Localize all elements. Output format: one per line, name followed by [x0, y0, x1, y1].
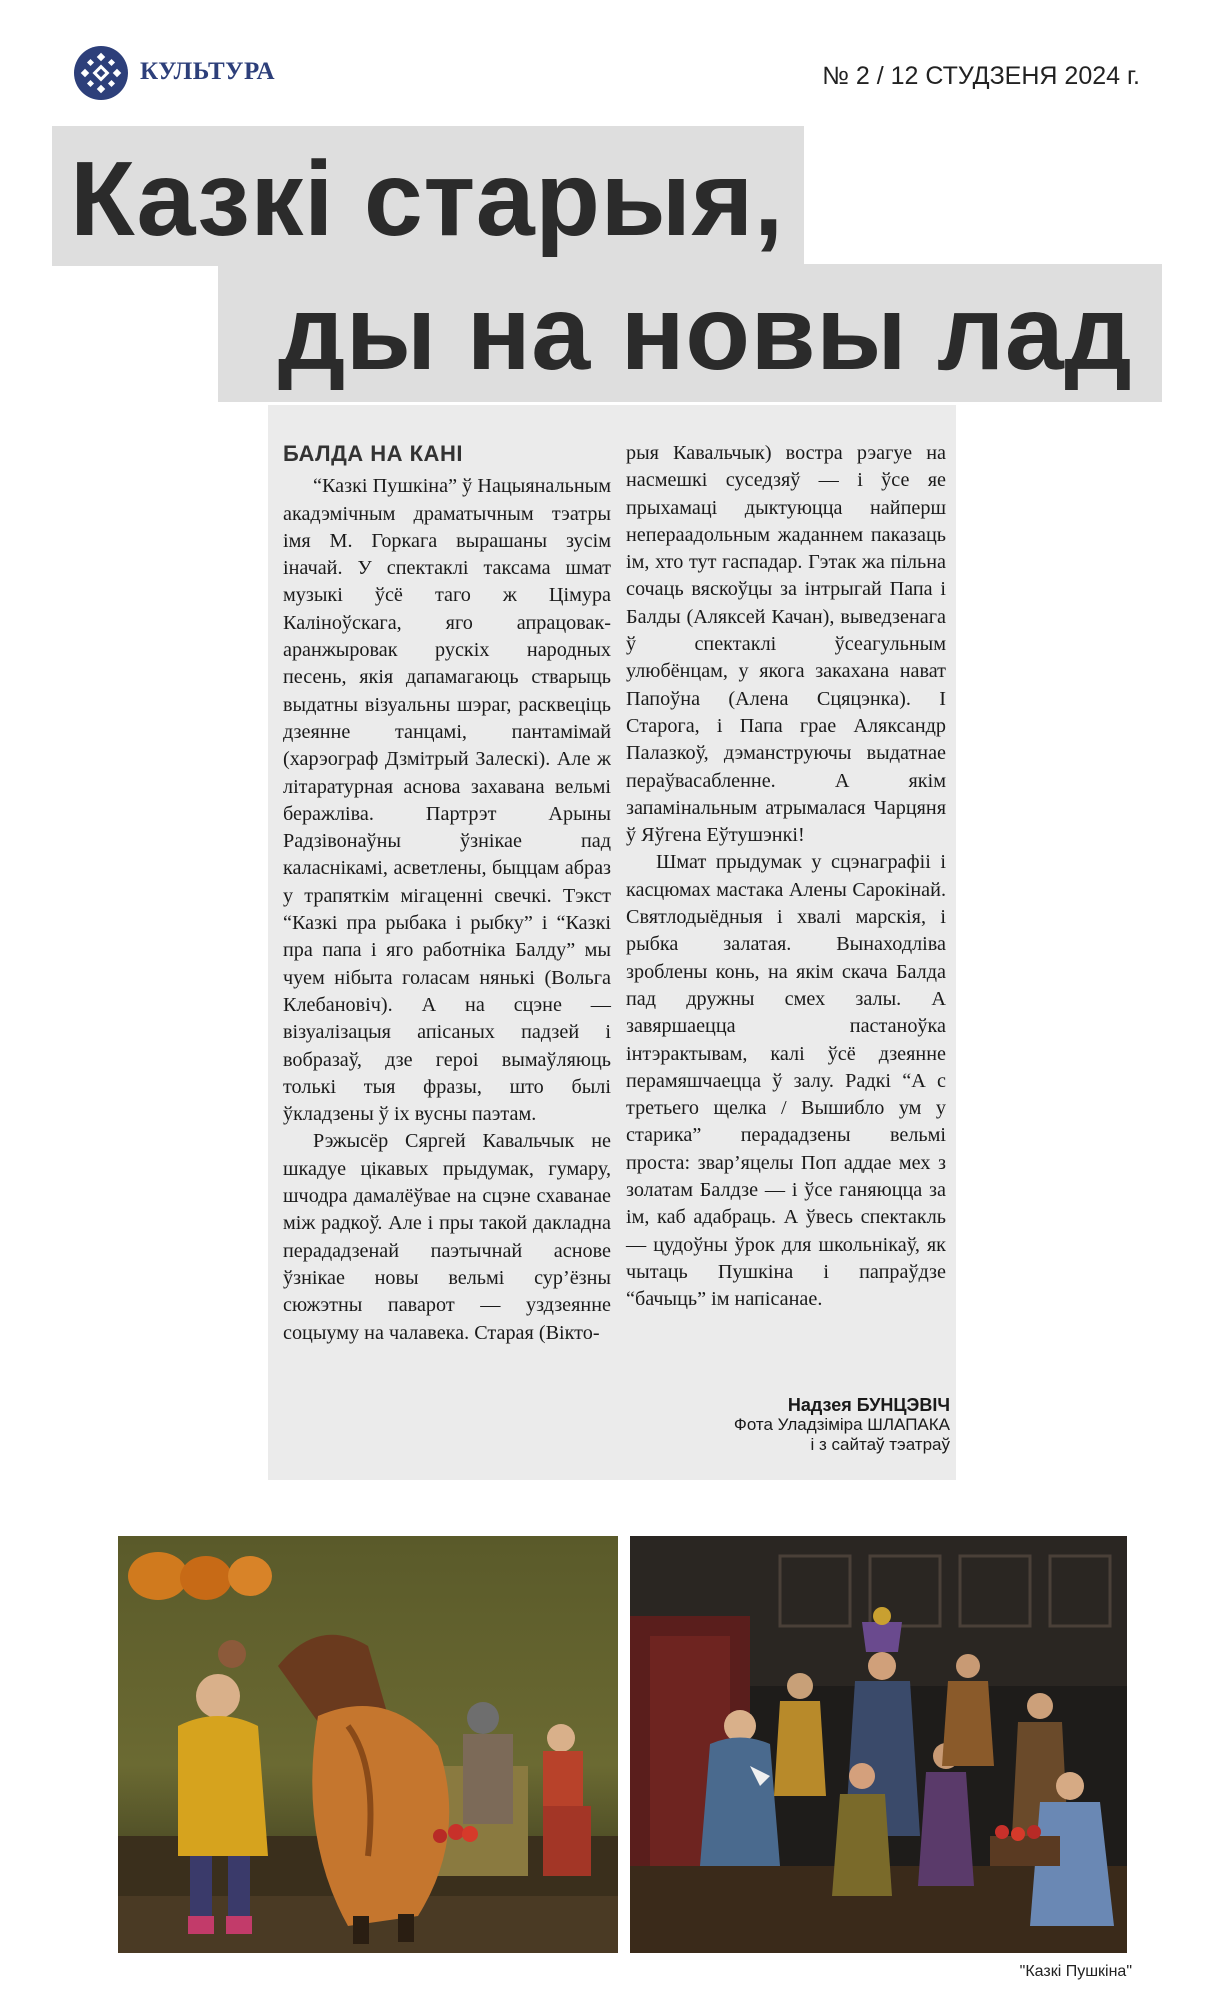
headline-line-1: Казкі старыя, [70, 140, 784, 258]
stage-photo-balda-on-horse [118, 1536, 618, 1953]
photo-caption: "Казкі Пушкіна" [1019, 1963, 1132, 1980]
masthead [66, 40, 1146, 112]
stage-photo-cast [630, 1536, 1127, 1953]
author-name: Надзея БУНЦЭВІЧ [787, 1395, 950, 1415]
article-column-1 [283, 440, 611, 1347]
byline [734, 1395, 950, 1455]
photo-credit: Фота Уладзіміра ШЛАПАКА [733, 1415, 950, 1434]
article-column-2 [626, 440, 946, 1314]
headline-line-2: ды на новы лад [278, 274, 1133, 392]
section-title: БАЛДА НА КАНІ [283, 441, 463, 466]
article-paragraph: рыя Кавальчык) востра рэагуе на насмешкі суседзяў — і ўсе яе прыхамаці дыктуюцца найперш непераадольным жаданнем паказаць ім, хто тут гаспадар. Гэтак жа пільна сочаць вяскоўцы за інтрыгай Папа і Балды (Аляксей Качан), выведзенага ў спектаклі ўсеагульным улюбёнцам, у якога закахана нават Папоўна (Алена Сцяцэнка). І Старога, і Папа грае Аляксандр Палазкоў, дэманструючы выдатнае пераўвасабленне. А якім запамінальным атрымалася Чарцяня ў Яўгена Еўтушэнкі! [626, 442, 946, 847]
newspaper-logo-icon [74, 46, 128, 100]
issue-date: № 2 / 12 СТУДЗЕНЯ 2024 г. [822, 62, 1140, 90]
photo-source: і з сайтаў тэатраў [810, 1435, 950, 1454]
article-paragraph: Рэжысёр Сяргей Кавальчык не шкадуе цікавых прыдумак, гумару, шчодра дамалёўвае на сцэне схаванае між радкоў. Але і пры такой дакладна перададзенай паэтычнай аснове ўзнікае новы вельмі сур’ёзны сюжэтны паварот — уздзеянне соцыуму на чалавека. Старая (Вікто- [283, 1130, 611, 1344]
article-paragraph: “Казкі Пушкіна” ў Нацыянальным акадэмічным драматычным тэатры імя М. Горкага вырашаны зусім іначай. У спектаклі таксама шмат музыкі ўсё таго ж Цімура Каліноўскага, яго апрацовак-аранжыровак рускіх народных песень, якія дапамагаюць стварыць выдатны візуальны шэраг, расквеціць дзеянне танцамі, пантамімай (харэограф Дзмітрый Залескі). Але ж літаратурная аснова захавана вельмі беражліва. Партрэт Арыны Радзівонаўны ўзнікае пад каласнікамі, асветлены, быццам абраз у трапяткім мігаценні свечкі. Тэкст “Казкі пра рыбака і рыбку” і “Казкі пра папа і яго работніка Балду” мы чуем нібыта голасам нянькі (Вольга Клебановіч). А на сцэне — візуалізацыя апісаных падзей і вобразаў, дзе героі вымаўляюць толькі тыя фразы, што былі ўкладзены ў іх вусны паэтам. [283, 475, 611, 1126]
article-paragraph: Шмат прыдумак у сцэнаграфіі і касцюмах мастака Алены Сарокінай. Святлодыёдныя і хвалі марскія, і рыбка залатая. Вынаходліва зроблены конь, на якім скача Балда пад дружны смех залы. А завяршаецца пастаноўка інтэрактывам, калі ўсё дзеянне перамяшчаецца ў залу. Радкі “А с третьего щелка / Вышибло ум у старика” перададзены вельмі проста: звар’яцелы Поп аддае мех з золатам Балдзе — і ўсе ганяюцца за ім, каб адабраць. А ўвесь спектакль — цудоўны ўрок для школьнікаў, як чытаць Пушкіна і папраўдзе “бачыць” ім напісанае. [626, 851, 946, 1311]
newspaper-name: КУЛЬТУРА [140, 58, 276, 85]
